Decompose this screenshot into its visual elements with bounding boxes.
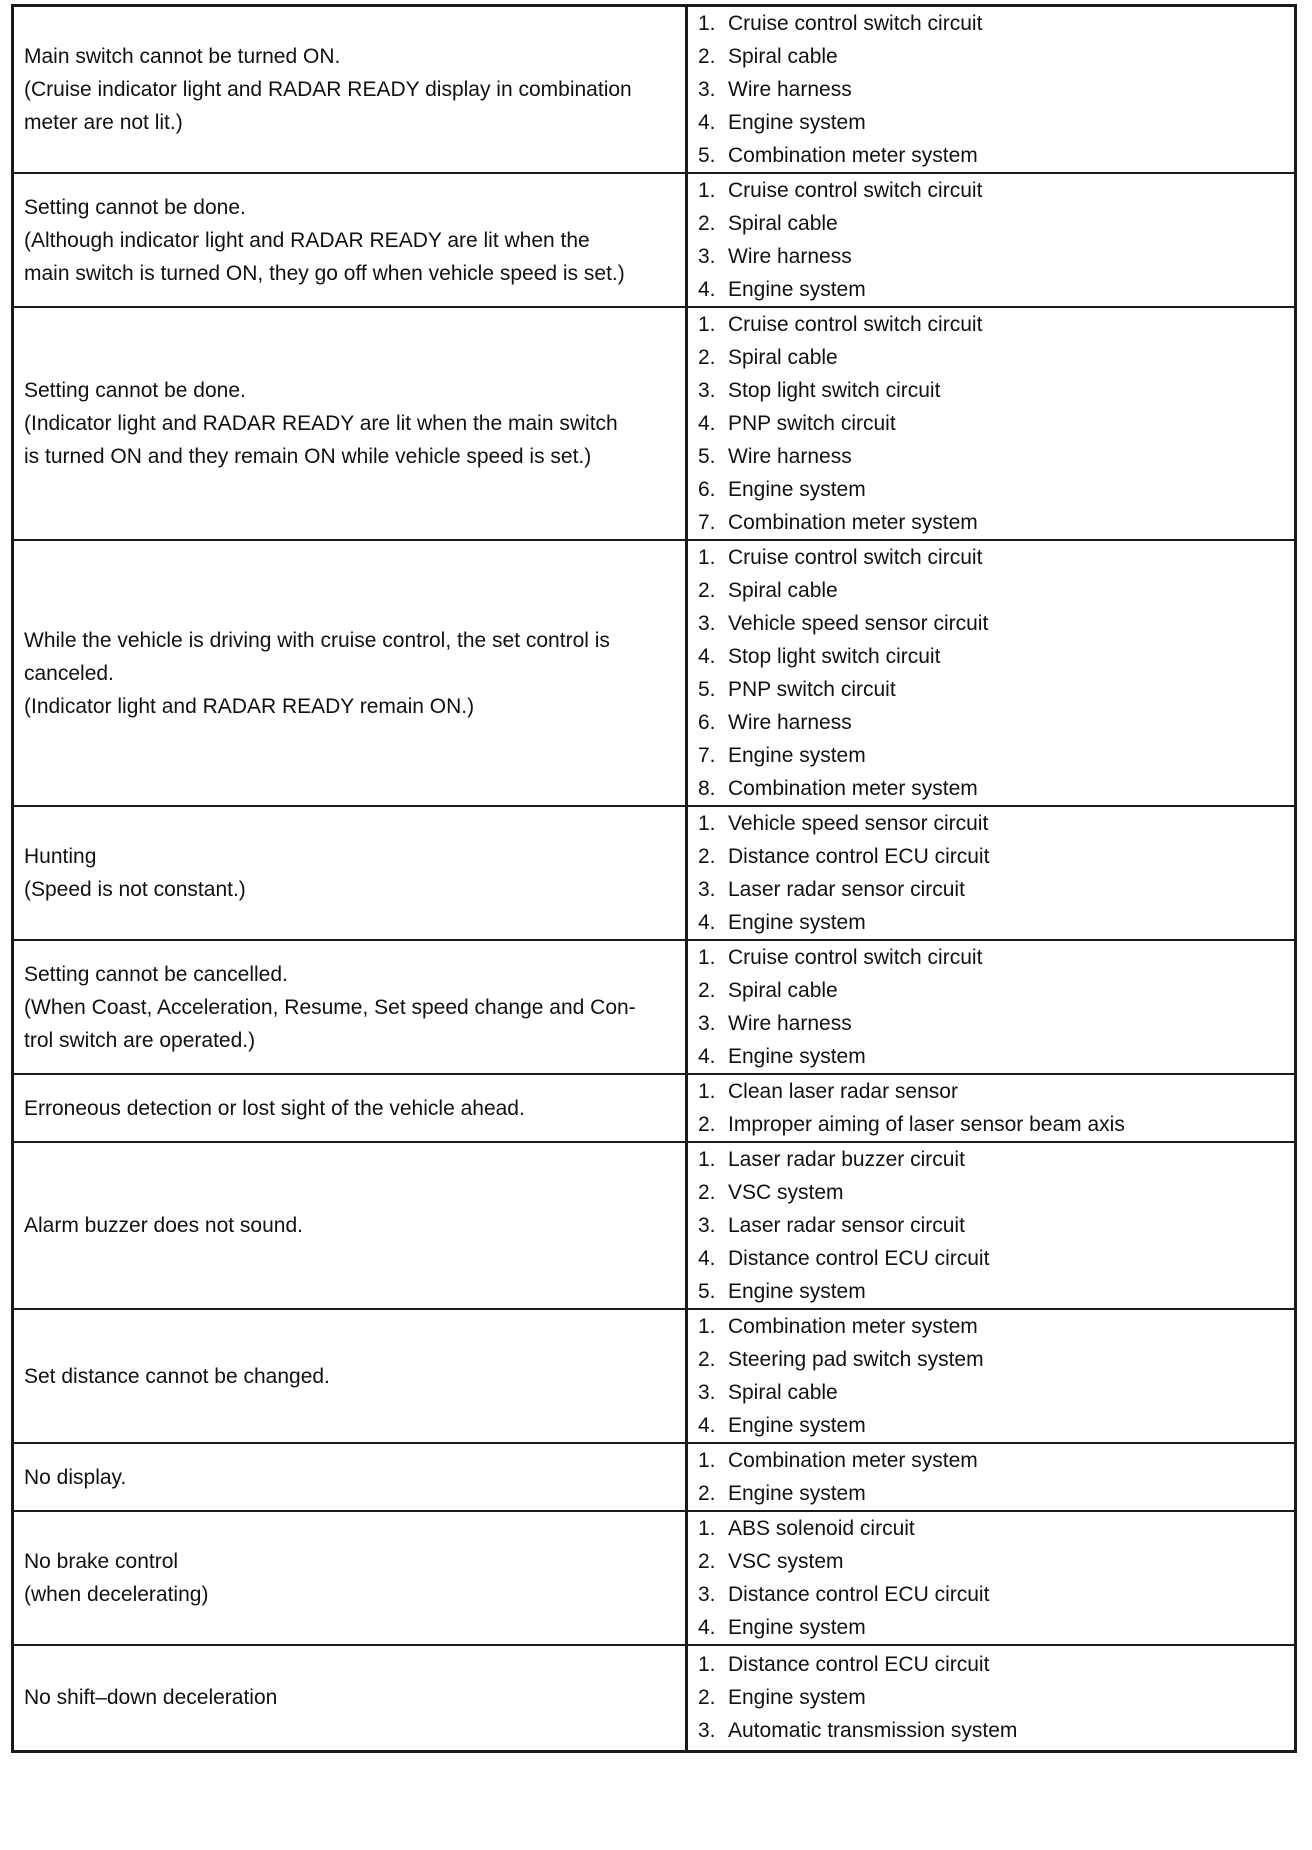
cause-item: 4. Engine system (698, 111, 866, 134)
cause-cell (687, 1511, 1296, 1645)
table-row (13, 1511, 1296, 1645)
cause-item: 2. Spiral cable (698, 979, 838, 1002)
symptom-line: Alarm buzzer does not sound. (24, 1214, 303, 1237)
cause-cell (687, 1645, 1296, 1751)
cause-item: 5. Combination meter system (698, 144, 978, 167)
cause-cell (687, 806, 1296, 940)
cause-item: 1. Cruise control switch circuit (698, 946, 983, 969)
symptom-line: Hunting (24, 845, 97, 868)
symptom-line: No shift–down deceleration (24, 1686, 278, 1710)
cause-item: 2. Spiral cable (698, 45, 838, 68)
cause-item: 4. PNP switch circuit (698, 412, 896, 435)
symptom-cell (13, 1142, 687, 1309)
symptom-line: (Speed is not constant.) (24, 878, 246, 901)
symptom-line: meter are not lit.) (24, 111, 183, 134)
cause-item: 2. Spiral cable (698, 579, 838, 602)
cause-list (698, 941, 1286, 1073)
cause-cell (687, 1142, 1296, 1309)
cause-item: 2. Engine system (698, 1686, 866, 1710)
cause-list (698, 1143, 1286, 1308)
table-row (13, 940, 1296, 1074)
cause-item: 3. Laser radar sensor circuit (698, 878, 965, 901)
cause-item: 1. Cruise control switch circuit (698, 546, 983, 569)
cause-list (698, 174, 1286, 306)
cause-cell (687, 307, 1296, 540)
symptom-cell (13, 1645, 687, 1751)
table-row (13, 1074, 1296, 1142)
cause-list (698, 1648, 1286, 1747)
cause-item: 2. VSC system (698, 1550, 844, 1573)
cause-cell (687, 940, 1296, 1074)
cause-item: 4. Engine system (698, 911, 866, 934)
symptom-line: (Indicator light and RADAR READY are lit when the main switch (24, 412, 618, 435)
cause-item: 5. Wire harness (698, 445, 852, 468)
symptom-cell (13, 940, 687, 1074)
cause-item: 3. Laser radar sensor circuit (698, 1214, 965, 1237)
cause-item: 4. Distance control ECU circuit (698, 1247, 990, 1270)
table-row (13, 806, 1296, 940)
symptom-line: Setting cannot be cancelled. (24, 962, 288, 986)
symptom-cell (13, 173, 687, 307)
cause-cell (687, 540, 1296, 806)
cause-item: 2. Spiral cable (698, 346, 838, 369)
symptom-cell (13, 1443, 687, 1511)
cause-list (698, 7, 1286, 172)
symptom-line: is turned ON and they remain ON while vehicle speed is set.) (24, 445, 592, 468)
symptom-line: canceled. (24, 661, 114, 685)
cause-list (698, 807, 1286, 939)
cause-item: 3. Wire harness (698, 245, 852, 268)
cause-item: 4. Engine system (698, 1045, 866, 1068)
cause-item: 2. Steering pad switch system (698, 1348, 984, 1371)
cause-item: 1. Laser radar buzzer circuit (698, 1148, 965, 1171)
symptom-line: main switch is turned ON, they go off when vehicle speed is set.) (24, 261, 625, 285)
symptom-cell (13, 540, 687, 806)
cause-item: 5. Engine system (698, 1280, 866, 1303)
cause-item: 3. Automatic transmission system (698, 1719, 1018, 1743)
cause-list (698, 1444, 1286, 1510)
cause-item: 4. Engine system (698, 1414, 866, 1437)
symptom-line: Main switch cannot be turned ON. (24, 45, 341, 68)
cause-item: 2. Engine system (698, 1482, 866, 1505)
cause-item: 6. Wire harness (698, 711, 852, 734)
cause-item: 1. Cruise control switch circuit (698, 313, 983, 336)
cause-item: 4. Engine system (698, 1616, 866, 1639)
cause-item: 3. Spiral cable (698, 1381, 838, 1404)
symptom-line: (Although indicator light and RADAR READY are lit when the (24, 228, 590, 252)
cause-item: 1. ABS solenoid circuit (698, 1517, 915, 1540)
cause-cell (687, 1443, 1296, 1511)
symptom-line: Erroneous detection or lost sight of the vehicle ahead. (24, 1096, 525, 1120)
cause-item: 6. Engine system (698, 478, 866, 501)
cause-item: 1. Cruise control switch circuit (698, 12, 983, 35)
cause-item: 2. Distance control ECU circuit (698, 845, 990, 868)
table-row (13, 6, 1296, 174)
cause-item: 1. Cruise control switch circuit (698, 179, 983, 202)
cause-item: 1. Distance control ECU circuit (698, 1653, 990, 1677)
cause-item: 2. Spiral cable (698, 212, 838, 235)
cause-item: 3. Wire harness (698, 78, 852, 101)
symptom-cell (13, 1074, 687, 1142)
symptom-cell (13, 6, 687, 174)
cause-item: 4. Engine system (698, 278, 866, 301)
table-row (13, 1645, 1296, 1751)
cause-item: 3. Vehicle speed sensor circuit (698, 612, 989, 635)
cause-item: 1. Clean laser radar sensor (698, 1080, 958, 1103)
symptom-line: While the vehicle is driving with cruise control, the set control is (24, 628, 610, 652)
symptom-line: (Indicator light and RADAR READY remain ON.) (24, 694, 475, 718)
cause-item: 5. PNP switch circuit (698, 678, 896, 701)
symptom-line: Setting cannot be done. (24, 195, 246, 219)
symptom-line: (when decelerating) (24, 1583, 209, 1606)
cause-cell (687, 173, 1296, 307)
symptom-line: (When Coast, Acceleration, Resume, Set speed change and Con- (24, 995, 636, 1019)
symptom-line: No brake control (24, 1550, 179, 1573)
cause-item: 1. Combination meter system (698, 1315, 978, 1338)
cause-list (698, 1310, 1286, 1442)
cause-item: 7. Engine system (698, 744, 866, 767)
cause-cell (687, 1074, 1296, 1142)
symptom-cell (13, 806, 687, 940)
table-row (13, 1443, 1296, 1511)
symptom-line: Setting cannot be done. (24, 379, 246, 402)
symptom-cell (13, 307, 687, 540)
cause-cell (687, 1309, 1296, 1443)
symptom-line: (Cruise indicator light and RADAR READY display in combination (24, 78, 632, 101)
symptom-cell (13, 1511, 687, 1645)
symptom-cell (13, 1309, 687, 1443)
troubleshooting-table (11, 4, 1297, 1753)
symptom-line: trol switch are operated.) (24, 1028, 256, 1052)
cause-item: 3. Distance control ECU circuit (698, 1583, 990, 1606)
cause-list (698, 541, 1286, 805)
cause-list (698, 1512, 1286, 1644)
cause-list (698, 308, 1286, 539)
symptom-line: No display. (24, 1465, 127, 1489)
cause-item: 2. Improper aiming of laser sensor beam axis (698, 1113, 1125, 1136)
cause-item: 1. Combination meter system (698, 1449, 978, 1472)
table-row (13, 540, 1296, 806)
cause-item: 3. Wire harness (698, 1012, 852, 1035)
table-row (13, 1142, 1296, 1309)
cause-item: 1. Vehicle speed sensor circuit (698, 812, 989, 835)
cause-item: 4. Stop light switch circuit (698, 645, 941, 668)
table-row (13, 307, 1296, 540)
cause-item: 2. VSC system (698, 1181, 844, 1204)
cause-item: 7. Combination meter system (698, 511, 978, 534)
cause-list (698, 1075, 1286, 1141)
table-row (13, 173, 1296, 307)
symptom-line: Set distance cannot be changed. (24, 1364, 330, 1388)
table-row (13, 1309, 1296, 1443)
cause-item: 3. Stop light switch circuit (698, 379, 941, 402)
cause-item: 8. Combination meter system (698, 777, 978, 800)
cause-cell (687, 6, 1296, 174)
